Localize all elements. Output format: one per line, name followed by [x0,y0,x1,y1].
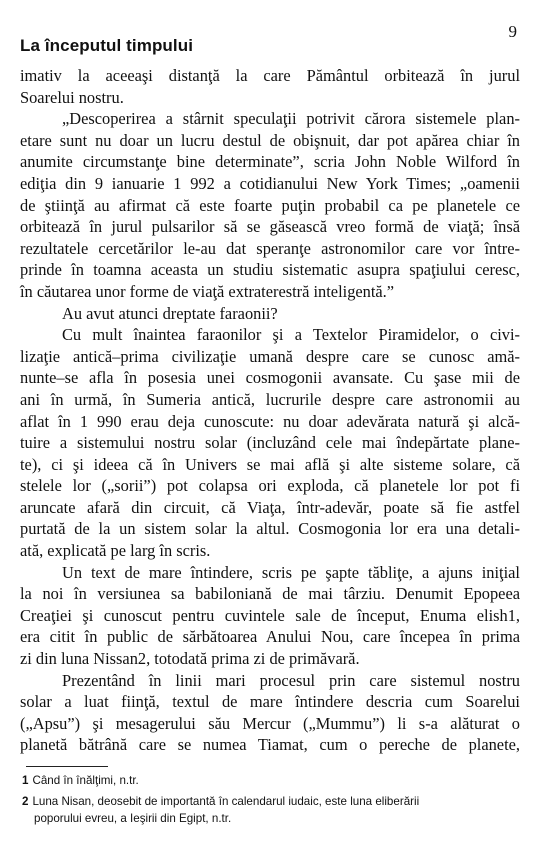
text-line: planetă bătrână care se numea Tiamat, cum o pereche de planete, [20,735,520,755]
text-line: purtată de la un sistem solar la altul. Cosmogonia lor era una detali- [20,519,520,539]
text-line: etare sunt nu doar un lucru destul de obişnuit, dar pot apărea chiar în [20,130,520,150]
text-line: la noi în versiunea sa babiloniană de mai târziu. Denumit Epopeea [20,584,520,604]
text-line: prinde în toamna aceasta un studiu sistematic asupra spaţiului ceresc, [20,260,520,280]
text-line: în căutarea unor forme de viaţă extraterestră inteligentă.” [20,281,395,301]
text-line: stelele lor („sorii”) pot colapsa ori exploda, că planetele lor pot fi [20,476,520,496]
text-line: imativ la aceeaşi distanţă la care Pământul orbitează în jurul [20,66,520,85]
footnotes [22,772,522,827]
text-line: aruncate afară din circuit, că Viaţa, într-adevăr, poate să fie astfel [20,497,520,517]
text-line: „Descoperirea a stârnit speculaţii potrivit cărora sistemele plan- [62,109,520,129]
text-line: nunte–se afla în posesia unei cosmogonii avansate. Cu şase mii de [20,368,520,388]
text-line: („Apsu”) şi mesagerului său Mercur („Mummu”) li s-a alăturat o [20,713,520,733]
page-header [20,22,517,62]
footnote-text: Luna Nisan, deosebit de importantă în calendarul iudaic, este luna eliberării [32,795,420,808]
footnote-line [22,772,522,789]
text-line: tuire a sistemului nostru solar (incluzând cele mai îndepărtate plane- [20,433,520,453]
footnote-number: 1 [22,774,29,787]
text-line: ată, explicată pe larg în scris. [20,541,211,561]
text-line: era citit în public de sărbătoarea Anului Nou, care începea în prima [20,627,520,647]
footnote-line [22,810,522,827]
footnote-number: 2 [22,795,29,808]
footnote-text: Când în înălţimi, n.tr. [32,774,139,787]
text-line: lizaţie antică–prima civilizaţie umană despre care se cunosc amă- [20,346,520,366]
text-line: aflat în 1 990 erau deja cunoscute: nu doar adevărata natură şi alcă- [20,411,520,431]
text-line: Prezentând în linii mari procesul prin care sistemul nostru [62,670,520,690]
text-line: solar a luat fiinţă, textul de mare întindere descria cum Soarelui [20,692,520,712]
text-line: Un text de mare întindere, scris pe şapte tăbliţe, a ajuns iniţial [62,562,520,582]
page-number: 9 [508,22,517,41]
text-line: rezultatele cercetărilor le-au dat speranţe astronomilor care vor între- [20,238,520,258]
footnote-separator [26,766,108,767]
text-line: ani în urmă, în Sumeria antică, lucrurile despre care astronomii au [20,389,520,409]
text-line: Creaţiei şi cunoscut pentru cuvintele sale de început, Enuma elish1, [20,605,520,625]
footnote-text: poporului evreu, a Ieşirii din Egipt, n.tr. [34,812,232,825]
text-line: Au avut atunci dreptate faraonii? [62,303,278,323]
text-line: zi din luna Nissan2, totodată prima zi de primăvară. [20,649,360,669]
text-line: ediţia din 9 ianuarie 1 992 a cotidianului New York Times; „oamenii [20,173,520,193]
text-line: anumite circumstanţe bine determinate”, scria John Noble Wilford în [20,152,520,172]
body-text [20,65,520,756]
text-line: de ştiinţă au afirmat că este foarte puţin probabil ca pe planetele ce [20,195,520,215]
text-line: te), ci şi ideea că în Univers se mai află şi alte sisteme solare, că [20,454,520,474]
text-line: Cu mult înaintea faraonilor şi a Textelor Piramidelor, o civi- [62,325,520,345]
text-line: orbitează în jurul pulsarilor să se găsească vreo formă de viaţă; însă [20,217,520,237]
text-line: Soarelui nostru. [20,87,124,107]
running-title: La începutul timpului [20,36,194,55]
footnote-line [22,793,522,810]
